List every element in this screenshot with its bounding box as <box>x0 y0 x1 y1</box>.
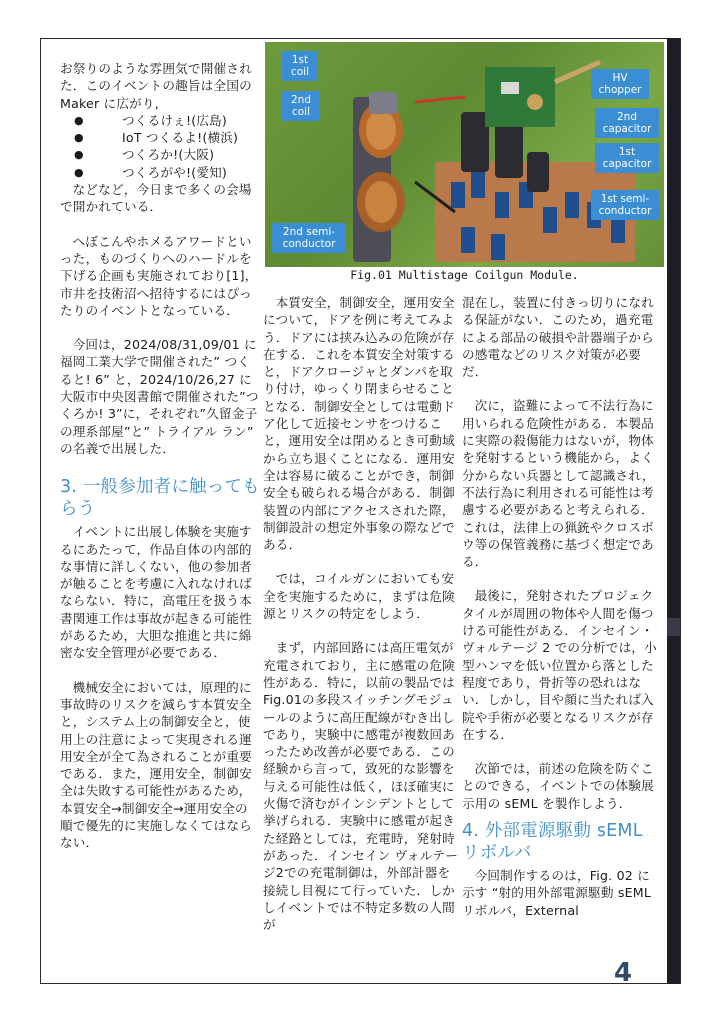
paragraph: 混在し，装置に付きっ切りになれる保証がない．このため，過充電による部品の破損や計器端子からの感電などのリスク対策が必要だ． <box>462 295 654 380</box>
label-2nd-semiconductor: 2nd semi- conductor <box>272 223 346 253</box>
section-heading-4: 4. 外部電源駆動 sEML リボルバ <box>462 821 643 864</box>
event-list <box>60 112 260 181</box>
paragraph: へぼこんやホメるアワードといった，ものづくりへのハードルを下げる企画も実施されており[1]，市井を技術沼へ招待するにはぴったりのイベントとなっている． <box>60 233 258 318</box>
label-1st-semiconductor: 1st semi- conductor <box>591 190 659 220</box>
figure-coilgun-photo <box>265 42 664 267</box>
paragraph: お祭りのような雰囲気で開催された．このイベントの趣旨は全国の Maker に広がり, <box>60 61 252 111</box>
paragraph: などなど，今日まで多くの会場で開かれている． <box>60 182 252 215</box>
figure-caption: Fig.01 Multistage Coilgun Module. <box>350 268 579 282</box>
paragraph: イベントに出展し体験を実施するにあたって，作品自体の内部的な事情に詳しくない，他の参加者が触ることを考慮に入れなければならない．特に，高電圧を扱う本書関連工作は事故が起きる可能性があるため，大胆な推進と共に綿密な安全管理が必要である． <box>60 524 252 661</box>
list-item: ● つくるけぇ!(広島) <box>60 112 260 129</box>
paragraph: 次に，盗難によって不法行為に用いられる危険性がある．本製品に実際の殺傷能力はないが，物体を発射するという機能から，よく分からない兵器として認識され，不法行為に利用される可能性は考慮する必要があると考えられる．これは，法律上の猟銃やクロスボウ等の保管義務に基づく想定である． <box>462 398 655 570</box>
paragraph: 今回制作するのは，Fig. 02 に示す “射的用外部電源駆動 sEML リボルバ，External <box>462 868 652 918</box>
column-1 <box>60 60 260 852</box>
section-heading-3: 3. 一般参加者に触ってもらう <box>60 477 260 520</box>
paragraph: 本質安全，制御安全，運用安全について，ドアを例に考えてみよう．ドアには挟み込みの危険が存在する．これを本質安全対策すると，ドアクロージャとダンパを取り付け，ゆっくり閉まらせることとなる．制御安全としては電動ドア化して近接センサをつけること，運用安全は閉めるとき可動域から立ち退くことになる．運用安全は容易に破ることができ，制御安全も破られる場合がある．制御装置の内部にアクセスされた際，制御設計の想定外事象の際などである． <box>263 295 455 553</box>
paragraph: 最後に，発射されたプロジェクタイルが周囲の物体や人間を傷つける可能性がある．インセイン・ヴォルテージ 2 での分析では，小型ハンマを低い位置から落とした程度であり，骨折等の恐れはない．しかし，目や顔に当たれば入院や手術が必要となるリスクが存在する． <box>462 588 657 742</box>
paragraph: 次節では，前述の危険を防ぐことのできる，イベントでの体験展示用の sEML を製作しよう． <box>462 761 654 811</box>
label-1st-capacitor: 1st capacitor <box>595 143 659 173</box>
paragraph: 今回は，2024/08/31,09/01 に福岡工業大学で開催された” つくると! 6” と，2024/10/26,27 に大阪市中央図書館で開催された”つくろか! 3”に，それぞれ”久留金子の理系部屋”と” トライアル ラン” の名義で出展した． <box>60 337 259 456</box>
paragraph: では，コイルガンにおいても安全を実施するために，まずは危険源とリスクの特定をしよう． <box>263 571 455 622</box>
page-number: 4 <box>614 958 633 988</box>
label-2nd-capacitor: 2nd capacitor <box>595 108 659 138</box>
list-item: ● IoT つくるよ!(横浜) <box>60 129 260 146</box>
paragraph: まず，内部回路には高圧電気が充電されており，主に感電の危険性がある．特に，以前の製品ではFig.01の多段スイッチングモジュールのように高圧配線がむき出しであり，実験中に感電が複数回あったため改善が必要である．この経験から言って，致死的な影響を与える可能性は低く，ほぼ確実に火傷で済むがインシデントとして挙げられる．実験中に感電が起きた経路としては，充電時，発射時があった．インセイン ヴォルテージ2での充電制御は，外部計器を接続し目視にて行っていた．しかしイベントでは不特定多数の人間が <box>263 640 459 933</box>
column-3 <box>462 294 662 919</box>
label-1st-coil: 1st coil <box>282 51 318 81</box>
list-item: ● つくろか!(大阪) <box>60 146 260 163</box>
label-hv-chopper: HV chopper <box>591 69 649 99</box>
label-2nd-coil: 2nd coil <box>282 91 320 121</box>
column-2 <box>263 294 461 933</box>
page-edge-bar <box>667 38 680 984</box>
list-item: ● つくろがや!(愛知) <box>60 164 260 181</box>
paragraph: 機械安全においては，原理的に事故時のリスクを減らす本質安全と，システム上の制御安全と，使用上の注意によって実現される運用安全が全て為されることが重要である．また，運用安全，制御安全は失敗する可能性があるため，本質安全→制御安全→運用安全の順で優先的に実施しなくてはならない． <box>60 679 252 851</box>
